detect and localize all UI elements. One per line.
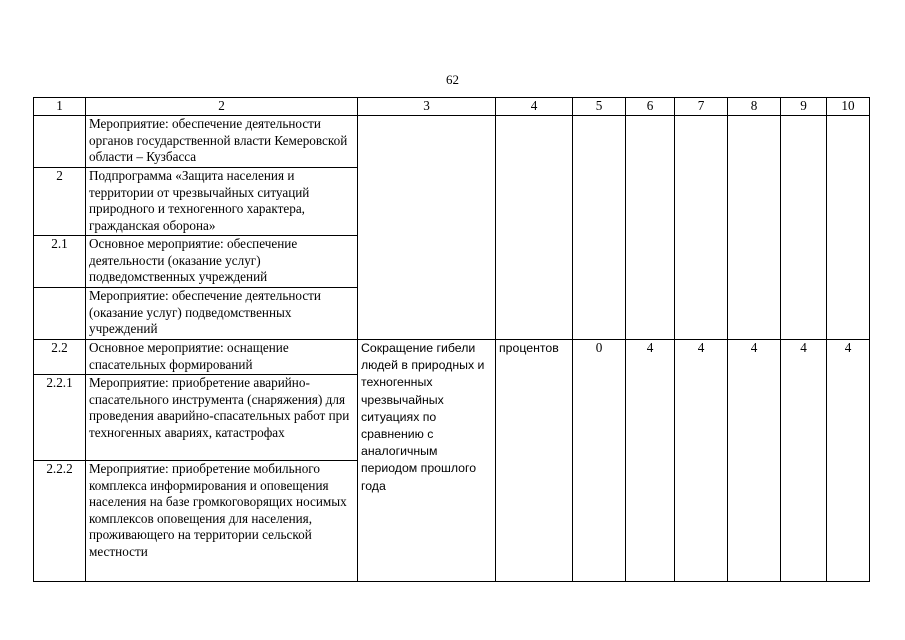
row-number-cell xyxy=(34,288,86,340)
activity-name-cell: Основное мероприятие: оснащение спасательных формирований xyxy=(86,340,358,375)
value-cell: 4 xyxy=(781,340,827,582)
table-row xyxy=(34,340,870,375)
value-cell: 4 xyxy=(626,340,675,582)
header-cell: 9 xyxy=(781,98,827,116)
unit-cell: процентов xyxy=(496,340,573,582)
empty-unit-cell xyxy=(496,116,573,340)
empty-value-cell xyxy=(781,116,827,340)
value-cell: 0 xyxy=(573,340,626,582)
row-number-cell: 2.2 xyxy=(34,340,86,375)
empty-value-cell xyxy=(675,116,728,340)
empty-value-cell xyxy=(728,116,781,340)
header-cell: 4 xyxy=(496,98,573,116)
empty-value-cell xyxy=(827,116,870,340)
header-cell: 1 xyxy=(34,98,86,116)
table-header-row xyxy=(34,98,870,116)
value-cell: 4 xyxy=(728,340,781,582)
empty-value-cell xyxy=(573,116,626,340)
header-cell: 3 xyxy=(358,98,496,116)
activity-name-cell: Мероприятие: приобретение аварийно-спасательного инструмента (снаряжения) для проведения аварийно-спасательных работ при техногенных авариях, катастрофах xyxy=(86,375,358,461)
header-cell: 10 xyxy=(827,98,870,116)
header-cell: 7 xyxy=(675,98,728,116)
page-number: 62 xyxy=(446,72,459,87)
value-cell: 4 xyxy=(827,340,870,582)
activity-name-cell: Мероприятие: обеспечение деятельности (оказание услуг) подведомственных учреждений xyxy=(86,288,358,340)
activity-name-cell: Мероприятие: обеспечение деятельности органов государственной власти Кемеровской области – Кузбасса xyxy=(86,116,358,168)
header-cell: 2 xyxy=(86,98,358,116)
value-cell: 4 xyxy=(675,340,728,582)
program-table xyxy=(33,97,870,582)
row-number-cell: 2.1 xyxy=(34,236,86,288)
empty-value-cell xyxy=(626,116,675,340)
header-cell: 5 xyxy=(573,98,626,116)
row-number-cell: 2.2.2 xyxy=(34,461,86,582)
header-cell: 6 xyxy=(626,98,675,116)
activity-name-cell: Основное мероприятие: обеспечение деятельности (оказание услуг) подведомственных учреждений xyxy=(86,236,358,288)
empty-indicator-cell xyxy=(358,116,496,340)
table-row xyxy=(34,116,870,168)
activity-name-cell: Мероприятие: приобретение мобильного комплекса информирования и оповещения населения на базе громкоговорящих носимых комплексов оповещения для населения, проживающего на территории сельской местности xyxy=(86,461,358,582)
row-number-cell xyxy=(34,116,86,168)
row-number-cell: 2 xyxy=(34,168,86,236)
indicator-cell: Сокращение гибели людей в природных и техногенных чрезвычайных ситуациях по сравнению с аналогичным периодом прошлого года xyxy=(358,340,496,582)
activity-name-cell: Подпрограмма «Защита населения и территории от чрезвычайных ситуаций природного и техногенного характера, гражданская оборона» xyxy=(86,168,358,236)
row-number-cell: 2.2.1 xyxy=(34,375,86,461)
header-cell: 8 xyxy=(728,98,781,116)
